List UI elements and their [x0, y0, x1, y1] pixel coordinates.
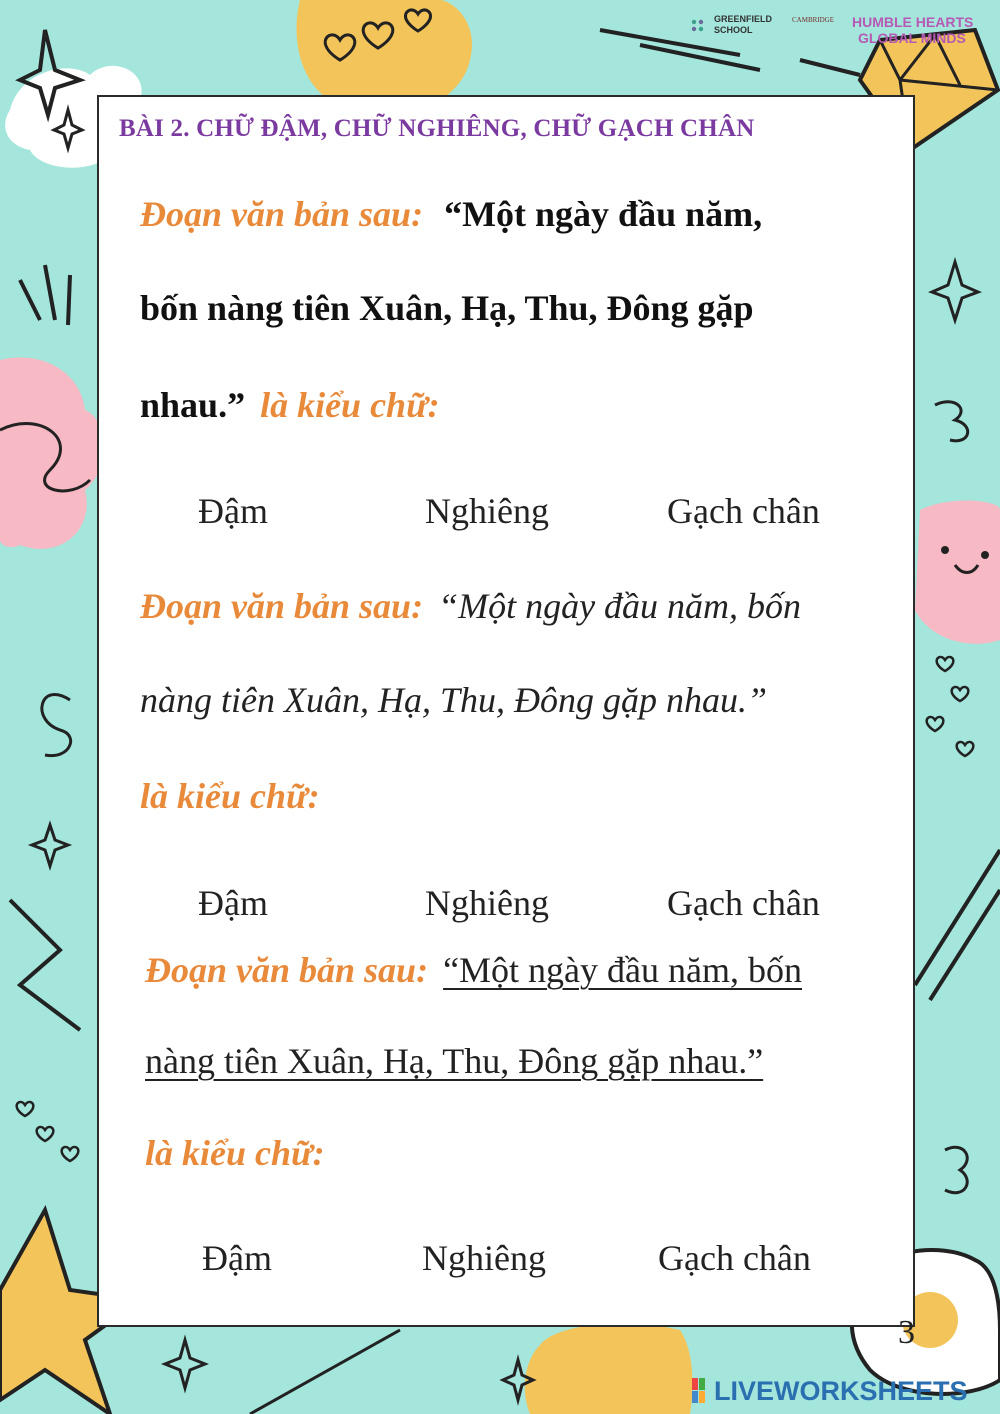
- q3-tail: là kiểu chữ:: [145, 1133, 325, 1173]
- q3-lead: Đoạn văn bản sau:: [145, 950, 429, 990]
- slogan-line2: GLOBAL MINDS: [858, 30, 966, 46]
- q2-option-underline[interactable]: Gạch chân: [667, 883, 820, 923]
- q1-line3: [140, 384, 440, 426]
- q3-quote-line1: “Một ngày đầu năm, bốn: [443, 950, 802, 990]
- q1-lead: Đoạn văn bản sau:: [140, 194, 424, 234]
- q2-option-italic[interactable]: Nghiêng: [425, 883, 549, 923]
- q1-option-bold[interactable]: Đậm: [198, 491, 268, 531]
- q1-option-underline[interactable]: Gạch chân: [667, 491, 820, 531]
- q3-quote-line2: nàng tiên Xuân, Hạ, Thu, Đông gặp nhau.”: [145, 1041, 764, 1081]
- worksheet-title: BÀI 2. CHỮ ĐẬM, CHỮ NGHIÊNG, CHỮ GẠCH CHÂN: [119, 115, 755, 142]
- lwsh-icon: [692, 1378, 714, 1404]
- brand-text: LIVEWORKSHEETS: [714, 1376, 968, 1406]
- q3-option-italic[interactable]: Nghiêng: [422, 1238, 546, 1278]
- q3-option-bold[interactable]: Đậm: [202, 1238, 272, 1278]
- q1-quote-line2: bốn nàng tiên Xuân, Hạ, Thu, Đông gặp: [140, 288, 754, 328]
- school-logo: [690, 14, 785, 46]
- worksheet-card: [97, 95, 915, 1327]
- q1-quote-line1: “Một ngày đầu năm,: [444, 194, 763, 234]
- school-name-line1: GREENFIELD: [714, 14, 773, 24]
- dots-icon: [690, 18, 710, 38]
- q2-option-bold[interactable]: Đậm: [198, 883, 268, 923]
- q2-lead: Đoạn văn bản sau:: [140, 586, 424, 626]
- q2-tail: là kiểu chữ:: [140, 776, 320, 816]
- q1-option-italic[interactable]: Nghiêng: [425, 491, 549, 531]
- slogan-line1: HUMBLE HEARTS: [852, 14, 974, 30]
- q1-line1: [140, 193, 762, 235]
- q2-quote-line2: nàng tiên Xuân, Hạ, Thu, Đông gặp nhau.”: [140, 680, 768, 720]
- page-number: 3: [898, 1314, 915, 1351]
- q1-quote-line3: nhau.”: [140, 385, 246, 425]
- partner-logo: CAMBRIDGE: [792, 16, 835, 24]
- q3-line1: [145, 949, 802, 991]
- pink-blob-right: [915, 501, 1000, 644]
- q2-line1: [140, 585, 801, 627]
- q2-quote-line1: “Một ngày đầu năm, bốn: [438, 586, 802, 626]
- school-name-line2: SCHOOL: [714, 25, 753, 35]
- pink-blob-left: [0, 357, 104, 548]
- q3-option-underline[interactable]: Gạch chân: [658, 1238, 811, 1278]
- q1-tail: là kiểu chữ:: [260, 385, 440, 425]
